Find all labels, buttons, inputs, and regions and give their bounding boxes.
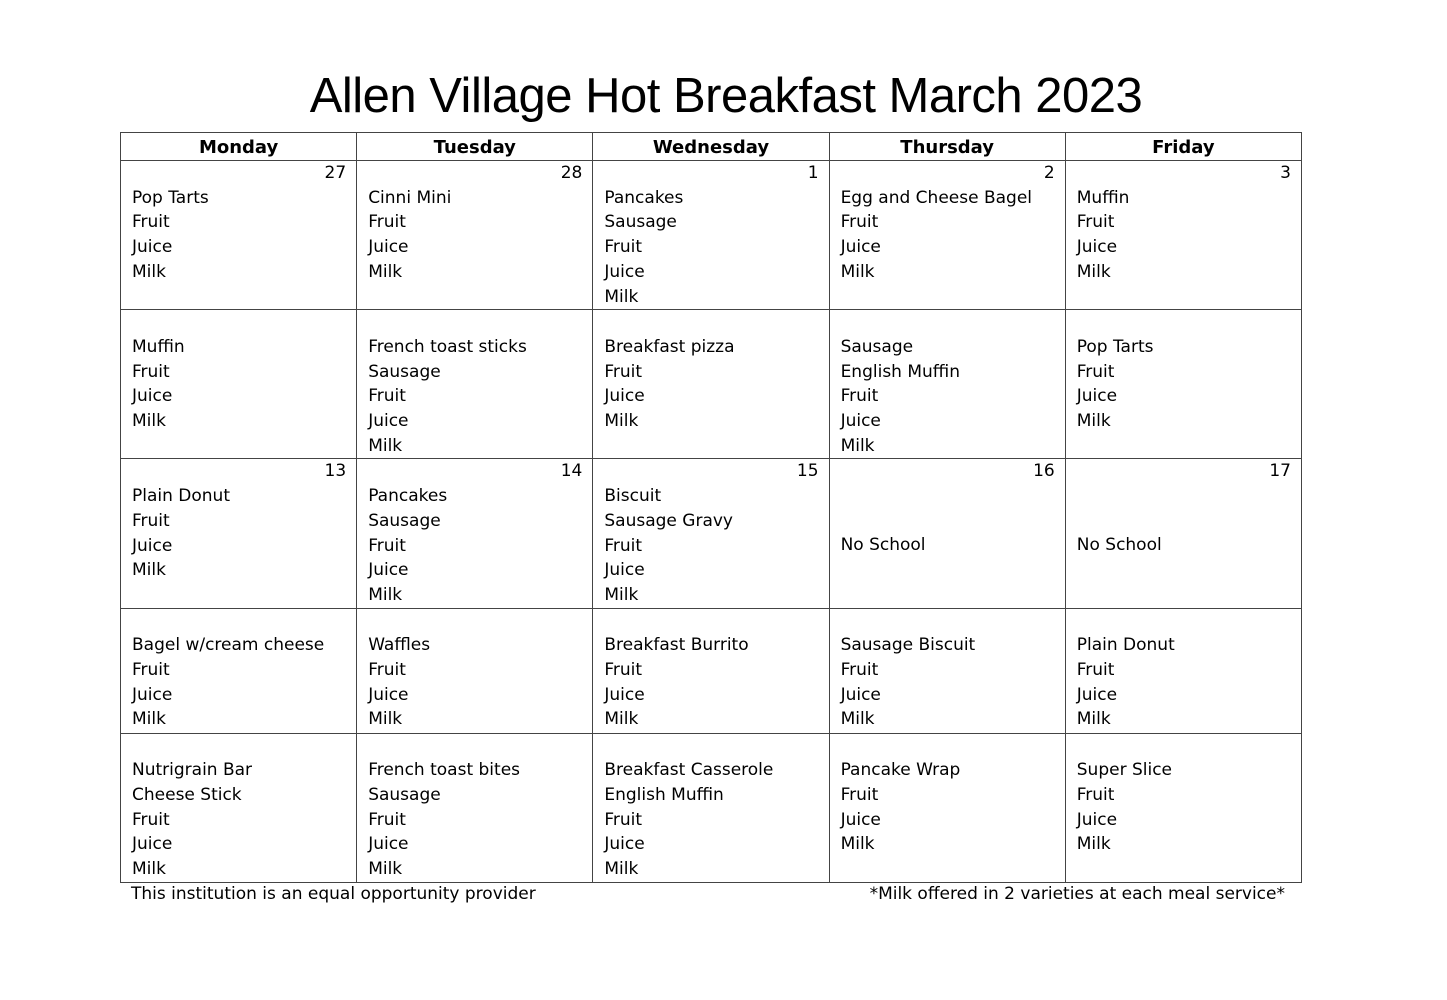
menu-item: Fruit [132,361,170,382]
day-cell [357,161,593,310]
day-cell [829,161,1065,310]
week-row [121,310,1302,459]
menu-item: Juice [1076,809,1118,830]
menu-item: Fruit [368,386,406,407]
menu-item: Milk [604,411,639,431]
day-cell [829,310,1065,459]
menu-item: Milk [1076,411,1111,431]
menu-item: Milk [368,435,403,456]
menu-item: Milk [368,584,403,605]
menu-item: Milk [368,859,403,880]
day-number [132,734,346,759]
header-thursday: Thursday [829,133,1065,161]
menu-item: Super Slice [1076,760,1173,781]
menu-item: Juice [840,684,881,705]
menu-item: Pancake Wrap [840,760,961,781]
menu-item: Milk [132,560,166,581]
menu-item: Milk [840,834,875,855]
menu-item: Cheese Stick [132,785,242,805]
day-cell [121,161,357,310]
menu-item: Egg and Cheese Bagel [840,187,1033,208]
day-cell [1065,608,1301,733]
menu-item: English Muffin [840,361,961,382]
menu-item: Waffles [368,635,431,656]
equal-opportunity-note: This institution is an equal opportunity provider [131,884,536,904]
menu-item: Fruit [604,809,643,830]
menu-item: Juice [604,386,645,407]
day-cell [121,733,357,882]
day-cell [357,608,593,733]
day-number [841,310,1055,335]
day-cell [593,459,829,608]
menu-item: Juice [604,684,645,705]
menu-item: Juice [1076,237,1118,258]
menu-item: Milk [840,435,875,456]
no-school-note: No School [840,535,926,556]
day-cell [357,310,593,459]
day-number: 1 [807,163,819,183]
menu-item: Fruit [840,386,879,407]
weekday-header-row [121,133,1302,161]
day-cell [1065,733,1301,882]
header-tuesday: Tuesday [357,133,593,161]
menu-item: Cinni Mini [368,187,452,208]
day-cell [121,310,357,459]
menu-item: Milk [604,286,639,307]
week-row [121,733,1302,882]
menu-item: Juice [1076,386,1118,407]
day-number [604,609,818,634]
menu-item: Pancakes [604,187,684,208]
menu-item: Juice [368,834,409,855]
milk-varieties-note: *Milk offered in 2 varieties at each meal service* [869,884,1285,904]
menu-item: Fruit [1076,361,1115,382]
day-number [132,310,346,335]
week-row [121,459,1302,608]
menu-item: Milk [840,709,875,730]
no-school-note: No School [1076,535,1162,556]
menu-item: Sausage Biscuit [840,635,976,656]
day-number [604,310,818,335]
menu-item: Juice [368,411,409,431]
menu-item: Muffin [132,336,185,357]
menu-item: Pancakes [368,486,448,507]
day-cell [121,459,357,608]
menu-item: Fruit [604,660,643,680]
day-number: 28 [560,163,583,183]
day-number [841,734,1055,759]
menu-item: Plain Donut [132,486,230,507]
day-number: 16 [1033,461,1055,482]
day-number [132,609,346,634]
menu-item: Breakfast Casserole [604,760,774,781]
day-number [841,609,1055,634]
menu-calendar [120,132,1302,883]
menu-item: Juice [1076,684,1118,705]
day-number: 15 [796,461,819,482]
menu-item: English Muffin [604,785,724,805]
day-cell [829,608,1065,733]
menu-item: Milk [1076,834,1111,855]
menu-item: Sausage Gravy [604,510,733,531]
menu-item: Fruit [132,510,170,531]
menu-item: Juice [132,535,173,556]
day-number [604,734,818,759]
menu-item: Juice [604,261,645,282]
menu-item: Muffin [1076,187,1130,208]
menu-item: Pop Tarts [1076,336,1154,357]
menu-item: Fruit [1076,660,1115,680]
menu-item: Sausage [368,785,441,805]
menu-item: Juice [368,237,409,258]
day-number: 27 [324,163,347,183]
menu-item: Sausage [368,510,441,531]
day-number: 13 [324,461,347,482]
menu-item: Juice [132,237,173,258]
menu-item: Juice [368,684,409,705]
menu-item: Fruit [368,535,406,556]
day-cell [593,161,829,310]
menu-item: Fruit [1076,212,1115,233]
day-cell [593,608,829,733]
menu-item: Fruit [840,212,879,233]
menu-item: Milk [604,859,639,880]
day-number [1077,310,1291,335]
menu-item: Juice [840,809,881,830]
day-cell [593,733,829,882]
menu-item: Fruit [368,809,406,830]
day-cell [829,733,1065,882]
menu-item: Juice [132,386,173,407]
menu-item: Juice [368,560,409,581]
menu-item: Juice [840,237,881,258]
menu-item: Fruit [1076,785,1115,805]
page-title: Allen Village Hot Breakfast March 2023 [309,69,1143,123]
menu-item: Fruit [840,660,879,680]
day-cell [1065,161,1301,310]
day-number [368,734,582,759]
menu-item: French toast bites [368,760,521,781]
menu-item: Milk [840,261,875,282]
menu-item: Milk [132,709,166,730]
menu-item: Juice [604,560,645,581]
menu-item: Fruit [368,212,406,233]
menu-item: Breakfast Burrito [604,635,749,656]
menu-item: Fruit [368,660,406,680]
menu-item: Fruit [604,535,643,556]
menu-item: Milk [368,709,403,730]
day-cell [121,608,357,733]
menu-item: Milk [604,709,639,730]
day-cell [1065,310,1301,459]
menu-item: Juice [840,411,881,431]
menu-item: Milk [368,261,403,282]
menu-item: Milk [1076,709,1111,730]
menu-item: Milk [132,859,166,880]
day-cell [1065,459,1301,608]
header-friday: Friday [1065,133,1301,161]
day-number [1077,734,1291,759]
day-number: 2 [1043,163,1055,183]
menu-item: Sausage [840,336,914,357]
menu-item: Fruit [132,809,170,830]
menu-item: Fruit [604,237,643,258]
menu-item: Fruit [132,660,170,680]
menu-item: Milk [132,261,166,282]
menu-item: Juice [132,684,173,705]
day-number [1077,609,1291,634]
menu-item: Sausage [368,361,441,382]
day-cell [357,459,593,608]
menu-item: Fruit [604,361,643,382]
header-monday: Monday [121,133,357,161]
day-number: 14 [560,461,583,482]
menu-item: Fruit [132,212,170,233]
menu-item: Milk [604,584,639,605]
header-wednesday: Wednesday [593,133,829,161]
menu-item: Nutrigrain Bar [132,760,253,781]
menu-item: Breakfast pizza [604,336,735,357]
day-cell [357,733,593,882]
menu-item: French toast sticks [368,336,527,357]
day-number [368,609,582,634]
menu-item: Biscuit [604,486,662,507]
day-number: 17 [1269,461,1291,482]
menu-item: Milk [132,411,166,431]
menu-item: Juice [604,834,645,855]
week-row [121,608,1302,733]
day-cell [593,310,829,459]
week-row [121,161,1302,310]
menu-item: Sausage [604,212,677,233]
menu-item: Fruit [840,785,879,805]
menu-item: Pop Tarts [132,187,209,208]
menu-item: Juice [132,834,173,855]
day-number [368,310,582,335]
day-cell [829,459,1065,608]
menu-item: Bagel w/cream cheese [132,635,325,656]
menu-item: Plain Donut [1076,635,1175,656]
menu-item: Milk [1076,261,1111,282]
day-number: 3 [1280,163,1291,183]
